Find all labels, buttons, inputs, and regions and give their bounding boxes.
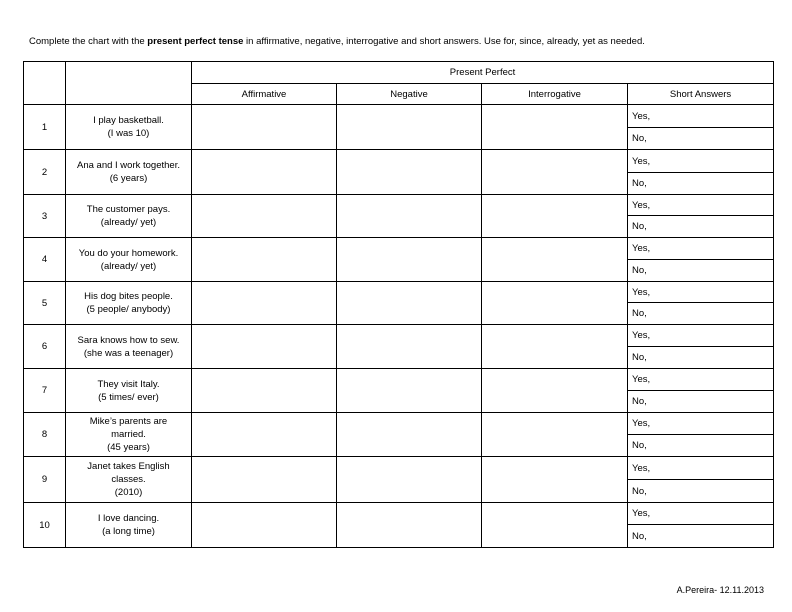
row-number: 1 <box>24 105 66 150</box>
prompt-line: (a long time) <box>102 526 155 537</box>
interrogative-cell[interactable] <box>482 105 628 150</box>
short-answers-header: Short Answers <box>628 84 774 105</box>
instructions-text-end: in affirmative, negative, interrogative and short answers. Use for, since, already, yet as needed. <box>243 36 645 47</box>
prompt-line: I love dancing. <box>97 513 160 524</box>
short-answer-no[interactable]: No, <box>628 216 774 238</box>
interrogative-cell[interactable] <box>482 282 628 325</box>
exercise-row <box>24 282 774 303</box>
prompt-sentence <box>66 150 192 195</box>
prompt-sentence <box>66 325 192 369</box>
negative-cell[interactable] <box>337 105 482 150</box>
negative-cell[interactable] <box>337 238 482 282</box>
interrogative-cell[interactable] <box>482 413 628 457</box>
interrogative-header: Interrogative <box>482 84 628 105</box>
prompt-sentence <box>66 238 192 282</box>
prompt-sentence <box>66 105 192 150</box>
footer-author-date: A.Pereira- 12.11.2013 <box>676 585 764 595</box>
exercise-row <box>24 150 774 173</box>
prompt-line: (2010) <box>114 487 143 498</box>
short-answer-yes[interactable]: Yes, <box>628 282 774 303</box>
sentence-column-header <box>66 62 192 105</box>
chart-body <box>24 62 774 548</box>
short-answer-yes[interactable]: Yes, <box>628 325 774 347</box>
negative-cell[interactable] <box>337 503 482 548</box>
affirmative-cell[interactable] <box>192 282 337 325</box>
short-answer-yes[interactable]: Yes, <box>628 150 774 173</box>
interrogative-cell[interactable] <box>482 325 628 369</box>
row-number: 6 <box>24 325 66 369</box>
prompt-sentence <box>66 369 192 413</box>
instructions-bold-term: present perfect tense <box>147 36 244 47</box>
header-row-group <box>24 62 774 84</box>
prompt-line: (5 times/ ever) <box>98 391 159 403</box>
short-answer-no[interactable]: No, <box>628 480 774 503</box>
present-perfect-header: Present Perfect <box>192 62 774 84</box>
short-answer-no[interactable]: No, <box>628 391 774 413</box>
row-number: 10 <box>24 503 66 548</box>
negative-cell[interactable] <box>337 413 482 457</box>
prompt-line: You do your homework. <box>78 247 179 259</box>
interrogative-cell[interactable] <box>482 457 628 503</box>
prompt-line: classes. <box>111 474 146 485</box>
prompt-sentence <box>66 413 192 457</box>
exercise-row <box>24 195 774 216</box>
negative-cell[interactable] <box>337 195 482 238</box>
exercise-row <box>24 503 774 525</box>
affirmative-cell[interactable] <box>192 195 337 238</box>
row-number: 7 <box>24 369 66 413</box>
prompt-line: (5 people/ anybody) <box>86 304 171 315</box>
row-number: 9 <box>24 457 66 503</box>
interrogative-cell[interactable] <box>482 503 628 548</box>
prompt-line: I play basketball. <box>93 115 164 126</box>
row-number: 5 <box>24 282 66 325</box>
prompt-line: Janet takes English <box>87 461 170 472</box>
short-answer-yes[interactable]: Yes, <box>628 105 774 128</box>
prompt-line: His dog bites people. <box>84 291 173 302</box>
interrogative-cell[interactable] <box>482 238 628 282</box>
affirmative-cell[interactable] <box>192 150 337 195</box>
exercise-row <box>24 369 774 391</box>
prompt-line: (I was 10) <box>107 128 150 139</box>
affirmative-cell[interactable] <box>192 238 337 282</box>
short-answer-no[interactable]: No, <box>628 260 774 282</box>
exercise-row <box>24 325 774 347</box>
affirmative-cell[interactable] <box>192 503 337 548</box>
prompt-line: (45 years) <box>107 442 150 453</box>
negative-cell[interactable] <box>337 150 482 195</box>
row-number: 8 <box>24 413 66 457</box>
affirmative-cell[interactable] <box>192 457 337 503</box>
short-answer-no[interactable]: No, <box>628 525 774 548</box>
short-answer-no[interactable]: No, <box>628 435 774 457</box>
negative-cell[interactable] <box>337 457 482 503</box>
prompt-line: married. <box>111 429 146 440</box>
prompt-sentence <box>66 503 192 548</box>
prompt-line: Ana and I work together. <box>77 160 180 171</box>
prompt-line: (already/ yet) <box>100 217 157 228</box>
prompt-line: The customer pays. <box>86 204 171 215</box>
prompt-line: They visit Italy. <box>97 378 160 390</box>
short-answer-no[interactable]: No, <box>628 173 774 195</box>
prompt-line: Mike’s parents are <box>89 416 168 427</box>
short-answer-yes[interactable]: Yes, <box>628 413 774 435</box>
short-answer-yes[interactable]: Yes, <box>628 195 774 216</box>
number-column-header <box>24 62 66 105</box>
negative-header: Negative <box>337 84 482 105</box>
short-answer-yes[interactable]: Yes, <box>628 238 774 260</box>
prompt-line: (already/ yet) <box>100 260 157 272</box>
exercise-row <box>24 105 774 128</box>
short-answer-no[interactable]: No, <box>628 303 774 325</box>
short-answer-yes[interactable]: Yes, <box>628 503 774 525</box>
instructions <box>29 36 645 47</box>
short-answer-yes[interactable]: Yes, <box>628 369 774 391</box>
instructions-text-start: Complete the chart with the <box>29 36 148 47</box>
negative-cell[interactable] <box>337 369 482 413</box>
affirmative-cell[interactable] <box>192 369 337 413</box>
affirmative-header: Affirmative <box>192 84 337 105</box>
short-answer-yes[interactable]: Yes, <box>628 457 774 480</box>
exercise-row <box>24 238 774 260</box>
prompt-sentence <box>66 282 192 325</box>
affirmative-cell[interactable] <box>192 413 337 457</box>
exercise-row <box>24 457 774 480</box>
present-perfect-chart <box>23 61 774 548</box>
affirmative-cell[interactable] <box>192 105 337 150</box>
prompt-line: (6 years) <box>109 173 148 184</box>
prompt-line: (she was a teenager) <box>83 347 174 359</box>
interrogative-cell[interactable] <box>482 369 628 413</box>
short-answer-no[interactable]: No, <box>628 347 774 369</box>
affirmative-cell[interactable] <box>192 325 337 369</box>
prompt-sentence <box>66 195 192 238</box>
short-answer-no[interactable]: No, <box>628 128 774 150</box>
exercise-row <box>24 413 774 435</box>
row-number: 4 <box>24 238 66 282</box>
interrogative-cell[interactable] <box>482 195 628 238</box>
prompt-sentence <box>66 457 192 503</box>
negative-cell[interactable] <box>337 325 482 369</box>
prompt-line: Sara knows how to sew. <box>77 334 180 346</box>
interrogative-cell[interactable] <box>482 150 628 195</box>
row-number: 3 <box>24 195 66 238</box>
negative-cell[interactable] <box>337 282 482 325</box>
row-number: 2 <box>24 150 66 195</box>
